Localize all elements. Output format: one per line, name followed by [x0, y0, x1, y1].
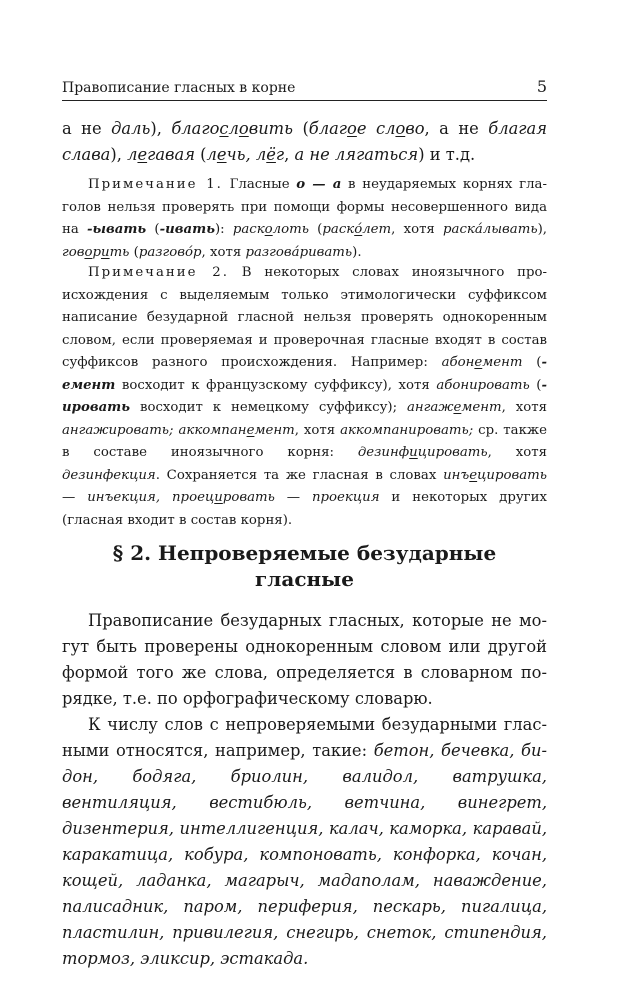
- note-2-label: Примечание 2.: [88, 265, 229, 280]
- page-number: 5: [536, 77, 547, 96]
- section-heading-line-2: гласные: [255, 567, 354, 591]
- paragraph-continuation: а не даль), благословить (благое слово, а не благая слава), легавая (лечь, лёг, а не лягаться) и т.д.: [62, 119, 547, 164]
- paragraph-word-list: К числу слов с непроверяемыми безударными гласными относятся, например, такие: бетон, бечевка, бидон, бодяга, бриолин, валидол, ватрушка, вентиляция, вестибюль, ветчина, винегрет, дизентерия, интеллигенция, калач, каморка, каравай, каракатица, кобура, компоновать, конфорка, кочан, кощей, ладанка, магарыч, мадаполам, наваждение, палисадник, паром, периферия, пескарь, пигалица, пластилин, привилегия, снегирь, снеток, стипендия, тормоз, эликсир, эстакада.: [62, 715, 547, 968]
- running-title: Правописание гласных в корне: [62, 80, 296, 96]
- word-list: бетон, бечевка, бидон, бодяга, бриолин, валидол, ватрушка, вентиляция, вестибюль, ветчина, винегрет, дизентерия, интеллигенция, калач, каморка, каравай, каракатица, кобура, компоновать, конфорка, кочан, кощей, ладанка, магарыч, мадаполам, наваждение, палисадник, паром, периферия, пескарь, пигалица, пластилин, привилегия, снегирь, снеток, стипендия, тормоз, эликсир, эстакада.: [62, 741, 547, 968]
- section-heading: [62, 540, 547, 592]
- note-2: Примечание 2. В некоторых словах иноязычного происхождения с выделяемым только этимологически суффиксом написание безударной гласной нельзя проверять однокоренным словом, если проверяемая и проверочная гласные входят в состав суффиксов разного происхождения. Например: абонемент (-емент восходит к французскому суффиксу), хотя абонировать (-ировать восходит к немецкому суффиксу); ангажемент, хотя ангажировать; аккомпанемент, хотя аккомпанировать; ср. также в составе иноязычного корня: дезинфицировать, хотя дезинфекция. Сохраняется та же гласная в словах инъецировать — инъекция, проецировать — проекция и некоторых других (гласная входит в состав корня).: [62, 265, 548, 528]
- note-1: Примечание 1. Гласные о — а в неударяемых корнях глаголов нельзя проверять при помощи формы несовершенного вида на -ывать (-ивать): расколоть (раско́лет, хотя раска́лывать), говорить (разгово́р, хотя разгова́ривать).: [62, 177, 547, 260]
- page-header: [62, 74, 547, 101]
- paragraph-intro: Правописание безударных гласных, которые не могут быть проверены однокоренным словом или другой формой того же слова, определяется в словарном порядке, т.е. по орфографическому словарю.: [62, 611, 547, 708]
- note-1-label: Примечание 1.: [88, 177, 223, 192]
- section-heading-line-1: § 2. Непроверяемые безударные: [112, 541, 497, 565]
